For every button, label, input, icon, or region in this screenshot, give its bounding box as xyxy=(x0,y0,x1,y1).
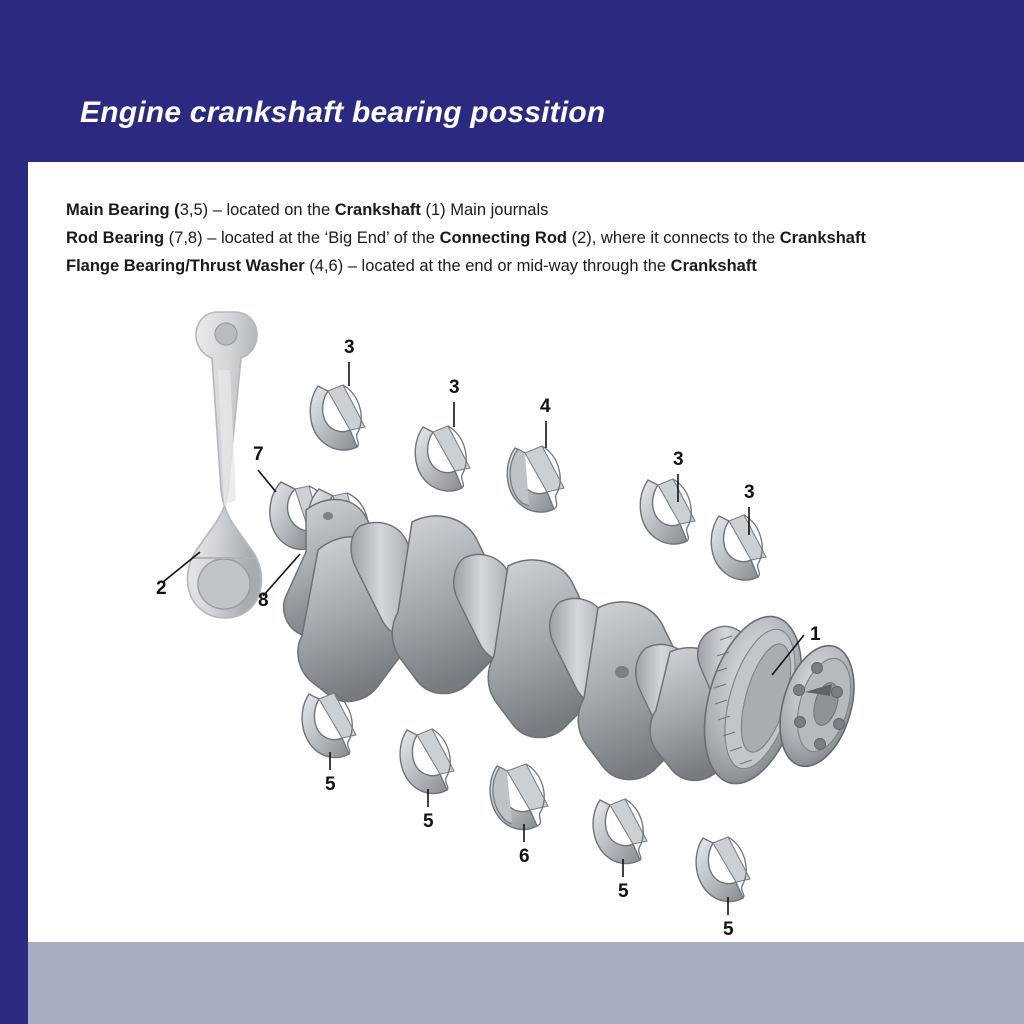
desc2-text-1: (7,8) – located at the ‘Big End’ of the xyxy=(164,229,440,247)
description-line-1 xyxy=(66,196,996,224)
callout-3-c: 3 xyxy=(673,449,684,470)
main-bearing-shell-lower-4 xyxy=(696,837,750,902)
header-band xyxy=(0,0,1024,162)
callout-5-a: 5 xyxy=(325,774,336,795)
callout-2: 2 xyxy=(156,578,167,599)
main-bearing-shell-upper-3 xyxy=(640,479,695,544)
desc2-bold-2: Connecting Rod xyxy=(439,229,567,247)
desc1-text-1: 3,5) – located on the xyxy=(179,201,335,219)
main-bearing-shell-lower-2 xyxy=(400,729,454,794)
callout-4: 4 xyxy=(540,396,551,417)
flange-bearing-thrust-washer-upper xyxy=(507,446,564,512)
desc1-bold-2: Crankshaft xyxy=(334,201,421,219)
callout-1: 1 xyxy=(810,624,821,645)
callout-5-c: 5 xyxy=(618,881,629,902)
desc1-bold-1: Main Bearing ( xyxy=(66,201,180,219)
callout-3-b: 3 xyxy=(449,377,460,398)
desc1-text-2: (1) Main journals xyxy=(420,201,549,219)
main-bearing-shell-upper-4 xyxy=(711,515,766,580)
connecting-rod-part xyxy=(188,312,262,618)
callout-7: 7 xyxy=(253,444,264,465)
callout-5-b: 5 xyxy=(423,811,434,832)
main-bearing-shell-lower-3 xyxy=(593,799,647,864)
description-line-2 xyxy=(66,224,996,252)
thrust-washer-lower xyxy=(490,764,548,830)
desc3-text-1: (4,6) – located at the end or mid-way through the xyxy=(304,257,671,275)
desc2-text-2: (2), where it connects to the xyxy=(566,229,780,247)
callout-5-d: 5 xyxy=(723,919,734,940)
callout-3-a: 3 xyxy=(344,337,355,358)
callout-8: 8 xyxy=(258,590,269,611)
description-line-3 xyxy=(66,252,996,280)
left-accent-bar xyxy=(0,0,28,1024)
desc3-bold-2: Crankshaft xyxy=(670,257,757,275)
desc2-bold-3: Crankshaft xyxy=(779,229,866,247)
main-bearing-shell-upper-1 xyxy=(310,385,365,450)
callout-3-d: 3 xyxy=(744,482,755,503)
description-block xyxy=(66,196,996,280)
page-title: Engine crankshaft bearing possition xyxy=(80,96,606,129)
exploded-view-svg xyxy=(60,300,1000,940)
diagram-container xyxy=(60,300,1000,940)
main-bearing-shell-lower-1 xyxy=(302,693,356,758)
callout-6: 6 xyxy=(519,846,530,867)
desc2-bold-1: Rod Bearing xyxy=(66,229,165,247)
footer-band xyxy=(0,942,1024,1024)
desc3-bold-1: Flange Bearing/Thrust Washer xyxy=(66,257,305,275)
main-bearing-shell-upper-2 xyxy=(415,426,470,491)
